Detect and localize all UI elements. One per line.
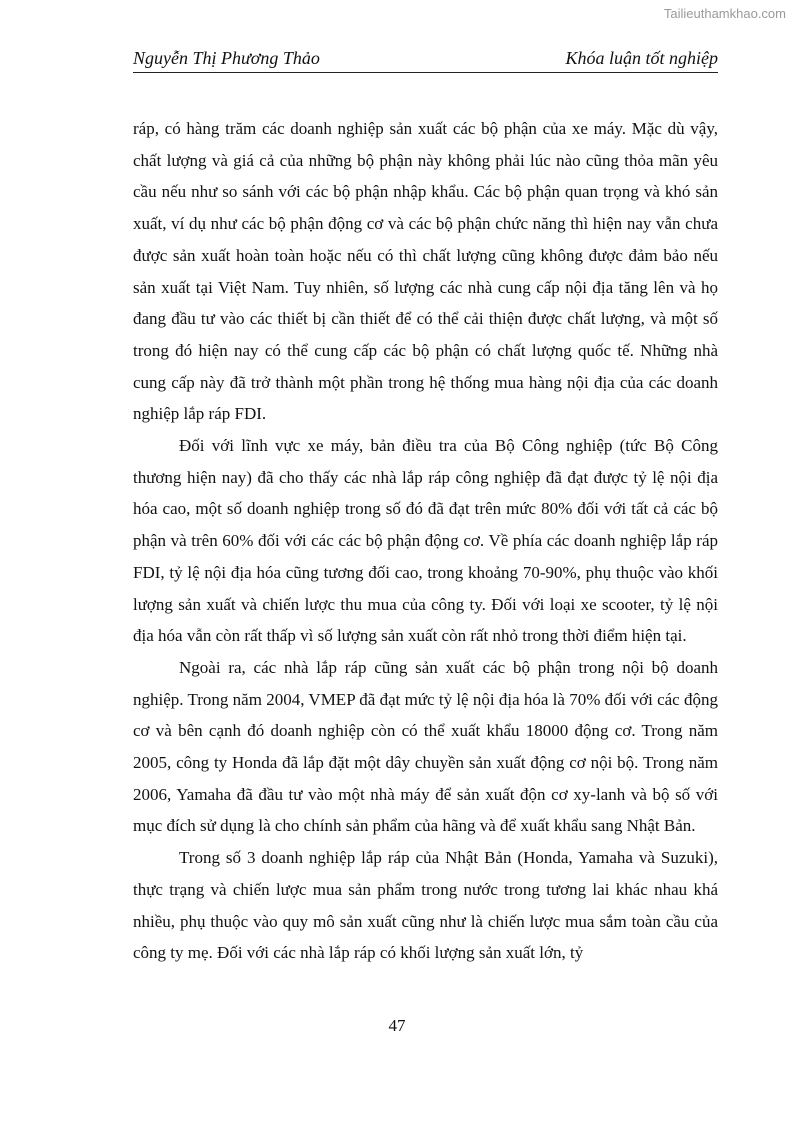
paragraph-1: ráp, có hàng trăm các doanh nghiệp sản xuất các bộ phận của xe máy. Mặc dù vậy, chất lượng và giá cả của những bộ phận này không phải lúc nào cũng thỏa mãn yêu cầu nếu như so sánh với các bộ phận nhập khẩu. Các bộ phận quan trọng và khó sản xuất, ví dụ như các bộ phận động cơ và các bộ phận chức năng thì hiện nay vẫn chưa được sản xuất hoàn toàn hoặc nếu có thì chất lượng cũng không được đảm bảo nếu sản xuất tại Việt Nam. Tuy nhiên, số lượng các nhà cung cấp nội địa tăng lên và họ đang đầu tư vào các thiết bị cần thiết để có thể cải thiện được chất lượng, và một số trong đó hiện nay có thể cung cấp các bộ phận có chất lượng quốc tế. Những nhà cung cấp này đã trở thành một phần trong hệ thống mua hàng nội địa của các doanh nghiệp lắp ráp FDI. <box>133 119 718 424</box>
header-author: Nguyễn Thị Phương Thảo <box>133 48 320 68</box>
paragraph-3: Ngoài ra, các nhà lắp ráp cũng sản xuất các bộ phận trong nội bộ doanh nghiệp. Trong năm 2004, VMEP đã đạt mức tỷ lệ nội địa hóa là 70% đối với các động cơ và bên cạnh đó doanh nghiệp còn có thể xuất khẩu 18000 động cơ. Trong năm 2005, công ty Honda đã lắp đặt một dây chuyền sản xuất động cơ nội bộ. Trong năm 2006, Yamaha đã đầu tư vào một nhà máy để sản xuất độn cơ xy-lanh và bộ số với mục đích sử dụng là cho chính sản phẩm của hãng và để xuất khẩu sang Nhật Bản. <box>133 657 718 836</box>
watermark: Tailieuthamkhao.com <box>663 6 786 21</box>
page-number: 47 <box>388 1016 406 1035</box>
body-text <box>133 113 718 969</box>
page-header <box>133 46 718 73</box>
paragraph-2: Đối với lĩnh vực xe máy, bản điều tra của Bộ Công nghiệp (tức Bộ Công thương hiện nay) đã cho thấy các nhà lắp ráp công nghiệp đã đạt được tỷ lệ nội địa hóa cao, một số doanh nghiệp trong số đó đã đạt trên mức 80% đối với tất cả các bộ phận và trên 60% đối với các các bộ phận động cơ. Về phía các doanh nghiệp lắp ráp FDI, tỷ lệ nội địa hóa cũng tương đối cao, trong khoảng 70-90%, phụ thuộc vào khối lượng sản xuất và chiến lược thu mua của công ty. Đối với loại xe scooter, tỷ lệ nội địa hóa vẫn còn rất thấp vì số lượng sản xuất còn rất nhỏ trong thời điểm hiện tại. <box>133 436 718 646</box>
paragraph-4: Trong số 3 doanh nghiệp lắp ráp của Nhật Bản (Honda, Yamaha và Suzuki), thực trạng và chiến lược mua sản phẩm trong nước trong tương lai khác nhau khá nhiều, phụ thuộc vào quy mô sản xuất cũng như là chiến lược mua sắm toàn cầu của công ty mẹ. Đối với các nhà lắp ráp có khối lượng sản xuất lớn, tỷ <box>133 848 718 963</box>
header-doc-type: Khóa luận tốt nghiệp <box>565 48 718 68</box>
